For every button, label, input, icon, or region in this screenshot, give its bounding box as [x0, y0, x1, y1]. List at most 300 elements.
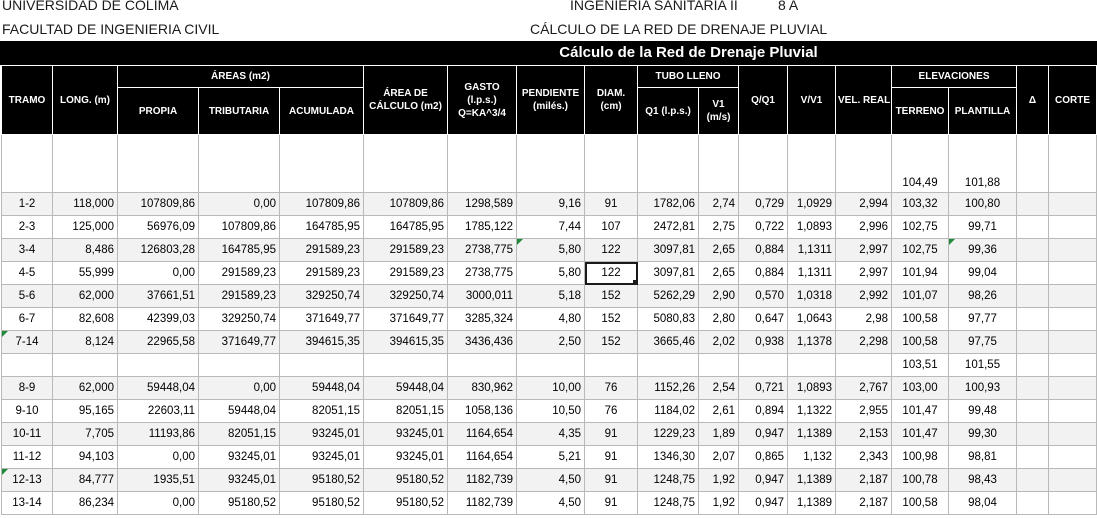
table-cell[interactable]: 371649,77 [280, 308, 364, 331]
table-cell[interactable]: 99,36 [949, 239, 1017, 262]
table-cell[interactable]: 1346,30 [638, 446, 699, 469]
table-cell[interactable]: 99,04 [949, 262, 1017, 285]
col-gasto[interactable] [448, 66, 517, 135]
empty-cell[interactable] [364, 135, 448, 193]
table-cell[interactable]: 103,00 [892, 377, 949, 400]
empty-cell[interactable] [2, 354, 53, 377]
drainage-table [1, 65, 1097, 515]
table-cell[interactable]: 7-14 [2, 331, 53, 354]
table-cell[interactable]: 4,80 [517, 308, 585, 331]
table-cell[interactable]: 0,721 [739, 377, 788, 400]
empty-cell[interactable] [1049, 354, 1097, 377]
empty-cell[interactable] [53, 354, 118, 377]
table-cell[interactable]: 1,0929 [788, 193, 836, 216]
delta-cell[interactable] [1017, 308, 1049, 331]
table-cell[interactable]: 94,103 [53, 446, 118, 469]
table-cell[interactable]: 1,1389 [788, 492, 836, 515]
table-cell[interactable]: 126803,28 [118, 239, 199, 262]
table-cell[interactable]: 1152,26 [638, 377, 699, 400]
table-cell[interactable]: 118,000 [53, 193, 118, 216]
table-cell[interactable]: 93245,01 [364, 423, 448, 446]
table-cell[interactable]: 152 [585, 308, 638, 331]
table-cell[interactable]: 152 [585, 331, 638, 354]
table-cell[interactable]: 2,54 [699, 377, 739, 400]
table-cell[interactable]: 62,000 [53, 285, 118, 308]
delta-cell[interactable] [1017, 239, 1049, 262]
table-cell[interactable]: 1,0893 [788, 216, 836, 239]
col-vel-real[interactable]: VEL. REAL [836, 66, 892, 135]
table-cell[interactable]: 107809,86 [364, 193, 448, 216]
table-cell[interactable]: 1935,51 [118, 469, 199, 492]
corte-cell[interactable] [1049, 216, 1097, 239]
corte-cell[interactable] [1049, 285, 1097, 308]
table-cell[interactable]: 2,65 [699, 262, 739, 285]
table-cell[interactable]: 10-11 [2, 423, 53, 446]
table-cell[interactable]: 103,32 [892, 193, 949, 216]
table-cell[interactable]: 2-3 [2, 216, 53, 239]
table-cell[interactable]: 371649,77 [199, 331, 280, 354]
table-cell[interactable]: 101,07 [892, 285, 949, 308]
empty-cell[interactable] [199, 135, 280, 193]
table-cell[interactable]: 62,000 [53, 377, 118, 400]
empty-cell[interactable] [448, 135, 517, 193]
empty-cell[interactable] [199, 354, 280, 377]
table-cell[interactable]: 1164,654 [448, 446, 517, 469]
table-cell[interactable]: 0,00 [118, 446, 199, 469]
table-cell[interactable]: 1229,23 [638, 423, 699, 446]
table-cell[interactable]: 5,80 [517, 262, 585, 285]
table-cell[interactable]: 93245,01 [364, 446, 448, 469]
table-row [2, 285, 1097, 308]
table-cell[interactable]: 0,894 [739, 400, 788, 423]
plantilla-cell[interactable]: 101,88 [949, 135, 1017, 193]
table-cell[interactable]: 97,77 [949, 308, 1017, 331]
table-cell[interactable]: 91 [585, 193, 638, 216]
table-cell[interactable]: 98,04 [949, 492, 1017, 515]
empty-cell[interactable] [118, 135, 199, 193]
empty-cell[interactable] [638, 354, 699, 377]
table-cell[interactable]: 100,93 [949, 377, 1017, 400]
table-cell[interactable]: 97,75 [949, 331, 1017, 354]
table-cell[interactable]: 1182,739 [448, 469, 517, 492]
table-cell[interactable]: 152 [585, 285, 638, 308]
table-cell[interactable]: 9,16 [517, 193, 585, 216]
table-cell[interactable]: 2,996 [836, 216, 892, 239]
empty-cell[interactable] [699, 135, 739, 193]
table-cell[interactable]: 1,1322 [788, 400, 836, 423]
table-cell[interactable]: 291589,23 [199, 262, 280, 285]
delta-cell[interactable] [1017, 193, 1049, 216]
table-cell[interactable]: 0,947 [739, 423, 788, 446]
table-cell[interactable]: 2,187 [836, 492, 892, 515]
table-cell[interactable]: 2,61 [699, 400, 739, 423]
table-cell[interactable]: 22603,11 [118, 400, 199, 423]
empty-cell[interactable] [788, 354, 836, 377]
table-cell[interactable]: 95180,52 [280, 469, 364, 492]
col-elevaciones[interactable]: ELEVACIONES [892, 66, 1017, 88]
table-cell[interactable]: 95,165 [53, 400, 118, 423]
table-cell[interactable]: 0,938 [739, 331, 788, 354]
table-cell[interactable]: 1782,06 [638, 193, 699, 216]
delta-cell[interactable] [1017, 469, 1049, 492]
table-cell[interactable]: 82051,15 [280, 400, 364, 423]
table-cell[interactable]: 5-6 [2, 285, 53, 308]
delta-cell[interactable] [1017, 446, 1049, 469]
table-cell[interactable]: 95180,52 [280, 492, 364, 515]
table-cell[interactable]: 1164,654 [448, 423, 517, 446]
table-cell[interactable]: 10,50 [517, 400, 585, 423]
table-cell[interactable]: 10,00 [517, 377, 585, 400]
table-cell[interactable]: 93245,01 [280, 446, 364, 469]
col-tubo-lleno[interactable]: TUBO LLENO [638, 66, 739, 88]
table-cell[interactable]: 100,98 [892, 446, 949, 469]
table-cell[interactable]: 3097,81 [638, 262, 699, 285]
delta-cell[interactable] [1017, 285, 1049, 308]
table-cell[interactable]: 9-10 [2, 400, 53, 423]
table-cell[interactable]: 164785,95 [364, 216, 448, 239]
table-cell[interactable]: 3097,81 [638, 239, 699, 262]
empty-cell[interactable] [585, 354, 638, 377]
corte-cell[interactable] [1049, 469, 1097, 492]
table-row [2, 400, 1097, 423]
empty-cell[interactable] [638, 135, 699, 193]
col-v-v1[interactable]: V/V1 [788, 66, 836, 135]
table-cell[interactable]: 6-7 [2, 308, 53, 331]
table-cell[interactable]: 59448,04 [280, 377, 364, 400]
table-cell[interactable]: 99,30 [949, 423, 1017, 446]
table-cell[interactable]: 84,777 [53, 469, 118, 492]
empty-cell[interactable] [585, 135, 638, 193]
table-cell[interactable]: 82051,15 [364, 400, 448, 423]
table-cell[interactable]: 2,98 [836, 308, 892, 331]
empty-cell[interactable] [788, 135, 836, 193]
table-cell[interactable]: 1,89 [699, 423, 739, 446]
table-cell[interactable]: 2,298 [836, 331, 892, 354]
table-cell[interactable]: 2,75 [699, 216, 739, 239]
table-cell[interactable]: 291589,23 [364, 262, 448, 285]
delta-cell[interactable] [1017, 423, 1049, 446]
delta-cell[interactable] [1017, 262, 1049, 285]
corte-cell[interactable] [1049, 400, 1097, 423]
table-cell[interactable]: 91 [585, 446, 638, 469]
table-cell[interactable]: 0,947 [739, 492, 788, 515]
table-cell[interactable]: 2738,775 [448, 239, 517, 262]
table-cell[interactable]: 291589,23 [280, 239, 364, 262]
table-cell[interactable]: 102,75 [892, 216, 949, 239]
table-cell[interactable]: 1,0318 [788, 285, 836, 308]
col-plantilla[interactable]: PLANTILLA [949, 88, 1017, 135]
table-cell[interactable]: 2,767 [836, 377, 892, 400]
table-cell[interactable]: 329250,74 [280, 285, 364, 308]
table-cell[interactable]: 82051,15 [199, 423, 280, 446]
table-cell[interactable]: 2,65 [699, 239, 739, 262]
table-cell[interactable]: 2,343 [836, 446, 892, 469]
table-cell[interactable]: 100,78 [892, 469, 949, 492]
table-cell[interactable]: 101,94 [892, 262, 949, 285]
table-cell[interactable]: 1,0893 [788, 377, 836, 400]
v1-line1: V1 [712, 99, 725, 110]
table-cell[interactable]: 0,947 [739, 469, 788, 492]
table-cell[interactable]: 0,00 [199, 193, 280, 216]
table-cell[interactable]: 1785,122 [448, 216, 517, 239]
table-cell[interactable]: 4,50 [517, 469, 585, 492]
table-cell[interactable]: 2,80 [699, 308, 739, 331]
table-cell[interactable]: 93245,01 [199, 446, 280, 469]
empty-cell[interactable] [364, 354, 448, 377]
table-cell[interactable]: 2738,775 [448, 262, 517, 285]
table-cell[interactable]: 329250,74 [364, 285, 448, 308]
table-cell[interactable]: 5080,83 [638, 308, 699, 331]
table-cell[interactable]: 2,997 [836, 262, 892, 285]
table-cell[interactable]: 1,0643 [788, 308, 836, 331]
table-cell[interactable]: 4,35 [517, 423, 585, 446]
table-cell[interactable]: 107809,86 [118, 193, 199, 216]
table-cell[interactable]: 101,47 [892, 400, 949, 423]
fill-handle[interactable] [633, 280, 638, 285]
course-title: INGENIERIA SANITARIA II [570, 0, 738, 13]
empty-cell[interactable] [1017, 354, 1049, 377]
empty-cell[interactable] [836, 135, 892, 193]
table-cell[interactable]: 1,1311 [788, 239, 836, 262]
table-cell[interactable]: 91 [585, 492, 638, 515]
table-cell[interactable]: 2,994 [836, 193, 892, 216]
table-cell[interactable]: 56976,09 [118, 216, 199, 239]
table-cell[interactable]: 2,997 [836, 239, 892, 262]
table-cell[interactable]: 122 [585, 239, 638, 262]
table-cell[interactable]: 107 [585, 216, 638, 239]
corte-cell[interactable] [1049, 239, 1097, 262]
col-q-q1[interactable]: Q/Q1 [739, 66, 788, 135]
table-cell[interactable]: 3-4 [2, 239, 53, 262]
table-cell[interactable]: 3000,011 [448, 285, 517, 308]
table-cell[interactable]: 8,486 [53, 239, 118, 262]
table-cell[interactable]: 3665,46 [638, 331, 699, 354]
terreno-cell[interactable]: 103,51 [892, 354, 949, 377]
col-v1[interactable] [699, 88, 739, 135]
table-cell[interactable]: 1,1311 [788, 262, 836, 285]
table-cell[interactable]: 0,722 [739, 216, 788, 239]
table-cell[interactable]: 5,21 [517, 446, 585, 469]
empty-cell[interactable] [739, 354, 788, 377]
table-cell[interactable]: 55,999 [53, 262, 118, 285]
col-area-calculo[interactable] [364, 66, 448, 135]
table-cell[interactable]: 1,132 [788, 446, 836, 469]
delta-cell[interactable] [1017, 492, 1049, 515]
delta-cell[interactable] [1017, 377, 1049, 400]
table-cell[interactable]: 1,1389 [788, 423, 836, 446]
table-cell[interactable]: 1182,739 [448, 492, 517, 515]
table-cell[interactable]: 11193,86 [118, 423, 199, 446]
table-cell[interactable]: 102,75 [892, 239, 949, 262]
table-cell[interactable]: 76 [585, 400, 638, 423]
table-cell[interactable]: 0,570 [739, 285, 788, 308]
table-cell[interactable]: 5,18 [517, 285, 585, 308]
table-cell[interactable]: 2,02 [699, 331, 739, 354]
table-cell[interactable]: 2,955 [836, 400, 892, 423]
table-cell[interactable]: 5,80 [517, 239, 585, 262]
table-cell[interactable]: 13-14 [2, 492, 53, 515]
table-cell[interactable]: 1,1378 [788, 331, 836, 354]
table-cell[interactable]: 5262,29 [638, 285, 699, 308]
table-cell[interactable]: 100,58 [892, 492, 949, 515]
table-cell[interactable]: 1,92 [699, 469, 739, 492]
corte-cell[interactable] [1049, 308, 1097, 331]
table-cell[interactable]: 2472,81 [638, 216, 699, 239]
table-cell[interactable]: 7,705 [53, 423, 118, 446]
table-cell[interactable]: 0,865 [739, 446, 788, 469]
empty-cell[interactable] [118, 354, 199, 377]
col-pendiente[interactable] [517, 66, 585, 135]
table-cell[interactable]: 86,234 [53, 492, 118, 515]
col-acumulada[interactable]: ACUMULADA [280, 88, 364, 135]
col-terreno[interactable]: TERRENO [892, 88, 949, 135]
col-diam[interactable] [585, 66, 638, 135]
corte-cell[interactable] [1049, 446, 1097, 469]
col-delta[interactable]: Δ [1017, 66, 1049, 135]
table-cell[interactable]: 82,608 [53, 308, 118, 331]
table-cell[interactable]: 95180,52 [364, 492, 448, 515]
table-cell[interactable]: 0,647 [739, 308, 788, 331]
table-cell[interactable]: 98,81 [949, 446, 1017, 469]
table-cell[interactable]: 1184,02 [638, 400, 699, 423]
corte-cell[interactable] [1049, 492, 1097, 515]
table-cell[interactable]: 107809,86 [199, 216, 280, 239]
table-cell[interactable]: 291589,23 [364, 239, 448, 262]
delta-cell[interactable] [1017, 400, 1049, 423]
table-cell[interactable]: 59448,04 [364, 377, 448, 400]
table-cell[interactable]: 4-5 [2, 262, 53, 285]
table-cell[interactable]: 0,00 [199, 377, 280, 400]
table-cell[interactable]: 99,48 [949, 400, 1017, 423]
empty-cell[interactable] [517, 135, 585, 193]
col-tramo[interactable]: TRAMO [2, 66, 53, 135]
table-cell[interactable]: 59448,04 [199, 400, 280, 423]
table-cell[interactable]: 0,00 [118, 262, 199, 285]
table-cell[interactable]: 394615,35 [364, 331, 448, 354]
col-tributaria[interactable]: TRIBUTARIA [199, 88, 280, 135]
table-cell[interactable]: 100,80 [949, 193, 1017, 216]
empty-cell[interactable] [739, 135, 788, 193]
table-cell[interactable]: 37661,51 [118, 285, 199, 308]
table-cell[interactable]: 3285,324 [448, 308, 517, 331]
table-cell[interactable]: 99,71 [949, 216, 1017, 239]
table-cell[interactable]: 371649,77 [364, 308, 448, 331]
table-cell[interactable]: 394615,35 [280, 331, 364, 354]
empty-cell[interactable] [1049, 135, 1097, 193]
table-cell[interactable]: 1298,589 [448, 193, 517, 216]
group-label: 8 A [778, 0, 799, 13]
table-cell[interactable]: 8,124 [53, 331, 118, 354]
col-areas[interactable]: ÁREAS (m2) [118, 66, 364, 88]
table-cell[interactable]: 12-13 [2, 469, 53, 492]
table-cell[interactable]: 0,884 [739, 262, 788, 285]
table-cell[interactable]: 2,90 [699, 285, 739, 308]
empty-cell[interactable] [836, 354, 892, 377]
table-cell[interactable]: 0,729 [739, 193, 788, 216]
empty-cell[interactable] [517, 354, 585, 377]
table-cell[interactable]: 2,50 [517, 331, 585, 354]
table-cell[interactable]: 100,58 [892, 331, 949, 354]
table-cell[interactable]: 98,43 [949, 469, 1017, 492]
table-cell[interactable]: 329250,74 [199, 308, 280, 331]
table-cell[interactable]: 1248,75 [638, 469, 699, 492]
terreno-cell[interactable]: 104,49 [892, 135, 949, 193]
empty-cell[interactable] [699, 354, 739, 377]
table-cell[interactable]: 2,992 [836, 285, 892, 308]
empty-cell[interactable] [1017, 135, 1049, 193]
table-cell[interactable]: 164785,95 [280, 216, 364, 239]
delta-cell[interactable] [1017, 216, 1049, 239]
table-cell[interactable]: 93245,01 [199, 469, 280, 492]
table-cell[interactable]: 8-9 [2, 377, 53, 400]
table-cell[interactable]: 100,58 [892, 308, 949, 331]
table-cell[interactable]: 42399,03 [118, 308, 199, 331]
table-cell[interactable]: 95180,52 [364, 469, 448, 492]
empty-cell[interactable] [448, 354, 517, 377]
table-cell[interactable]: 1-2 [2, 193, 53, 216]
corte-cell[interactable] [1049, 331, 1097, 354]
empty-cell[interactable] [280, 135, 364, 193]
corte-cell[interactable] [1049, 377, 1097, 400]
empty-cell[interactable] [53, 135, 118, 193]
table-cell[interactable]: 2,74 [699, 193, 739, 216]
table-cell[interactable]: 98,26 [949, 285, 1017, 308]
corte-cell[interactable] [1049, 193, 1097, 216]
table-cell[interactable]: 291589,23 [199, 285, 280, 308]
table-cell[interactable]: 2,153 [836, 423, 892, 446]
table-cell[interactable]: 2,07 [699, 446, 739, 469]
table-cell[interactable]: 91 [585, 423, 638, 446]
table-cell[interactable]: 59448,04 [118, 377, 199, 400]
table-cell[interactable]: 1,92 [699, 492, 739, 515]
table-cell[interactable]: 0,884 [739, 239, 788, 262]
empty-cell[interactable] [280, 354, 364, 377]
table-cell[interactable]: 101,47 [892, 423, 949, 446]
table-cell[interactable]: 11-12 [2, 446, 53, 469]
empty-cell[interactable] [2, 135, 53, 193]
table-cell[interactable]: 1248,75 [638, 492, 699, 515]
table-cell[interactable]: 2,187 [836, 469, 892, 492]
table-cell[interactable]: 107809,86 [280, 193, 364, 216]
table-cell[interactable]: 4,50 [517, 492, 585, 515]
plantilla-cell[interactable]: 101,55 [949, 354, 1017, 377]
table-cell[interactable]: 91 [585, 469, 638, 492]
col-q1[interactable]: Q1 (l.p.s.) [638, 88, 699, 135]
table-cell[interactable]: 93245,01 [280, 423, 364, 446]
table-cell[interactable]: 0,00 [118, 492, 199, 515]
table-row [2, 492, 1097, 515]
col-long[interactable]: LONG. (m) [53, 66, 118, 135]
corte-cell[interactable] [1049, 423, 1097, 446]
table-cell[interactable]: 22965,58 [118, 331, 199, 354]
table-cell[interactable]: 3436,436 [448, 331, 517, 354]
table-cell[interactable]: 830,962 [448, 377, 517, 400]
table-cell[interactable]: 1,1389 [788, 469, 836, 492]
table-cell[interactable]: 95180,52 [199, 492, 280, 515]
corte-cell[interactable] [1049, 262, 1097, 285]
col-corte[interactable]: CORTE [1049, 66, 1097, 135]
table-cell[interactable]: 76 [585, 377, 638, 400]
table-cell[interactable]: 291589,23 [280, 262, 364, 285]
col-propia[interactable]: PROPIA [118, 88, 199, 135]
table-cell[interactable]: 1058,136 [448, 400, 517, 423]
table-cell[interactable]: 125,000 [53, 216, 118, 239]
table-cell[interactable]: 7,44 [517, 216, 585, 239]
delta-cell[interactable] [1017, 331, 1049, 354]
selected-cell[interactable]: 122 [585, 262, 638, 285]
table-row [2, 308, 1097, 331]
table-cell[interactable]: 164785,95 [199, 239, 280, 262]
